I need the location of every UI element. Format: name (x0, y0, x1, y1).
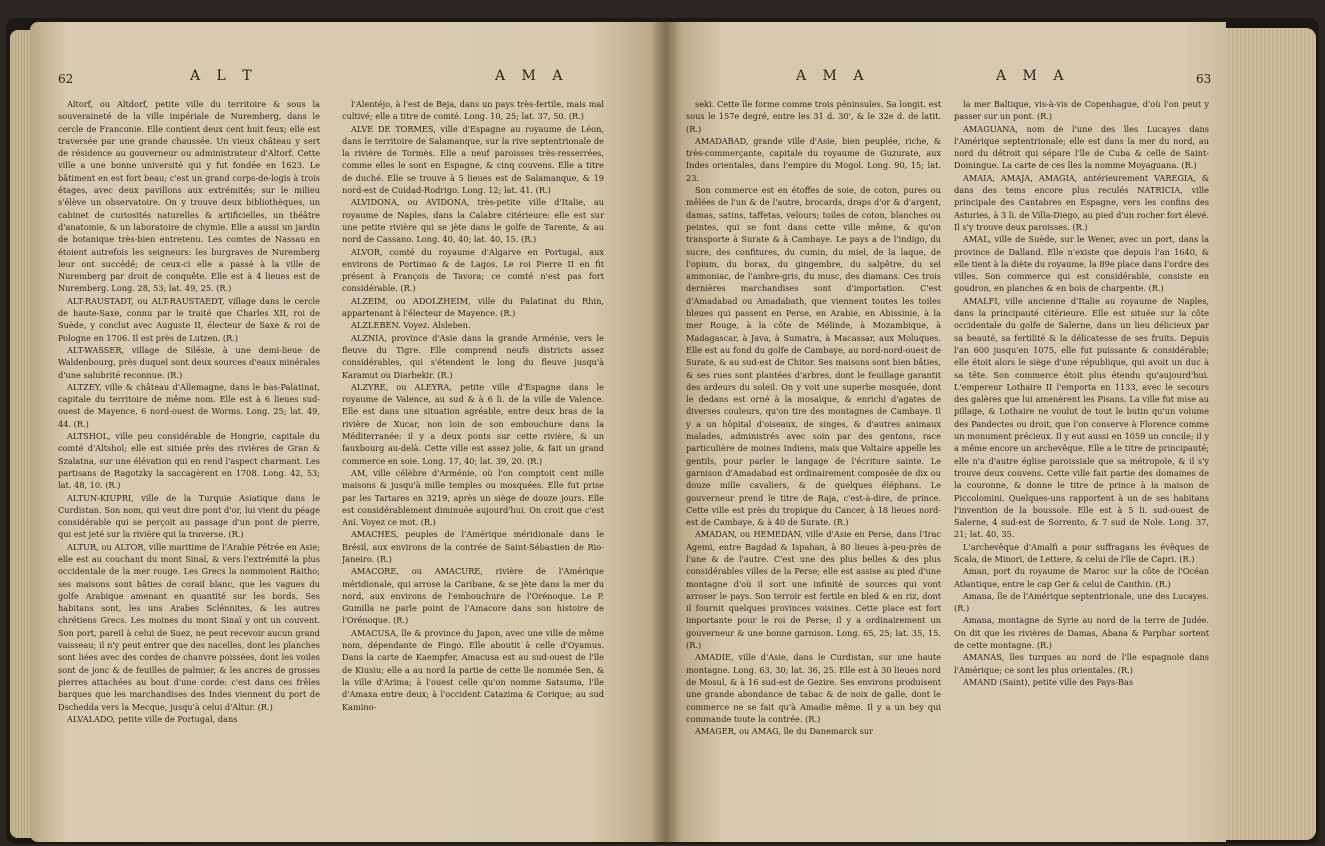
text-entry: AMACORE, ou AMACURE, rivière de l'Amérique méridionale, qui arrose la Caribane, & se jète dans la mer du nord, aux environs de l'embouchure de l'Orénoque. Le P. Gumilla ne parle point de l'Amacore dans son histoire de l'Orénoque. (R.) (342, 566, 604, 626)
text-entry: Amana, montagne de Syrie au nord de la terre de Judée. On dit que les rivières de Damas, Abana & Parphar sortent de cette montagne. (R.) (954, 615, 1209, 651)
text-entry: ALZYRE, ou ALEYRA, petite ville d'Espagne dans le royaume de Valence, au sud & à 6 li. de la ville de Valence. Elle est dans une situation agréable, entre deux bras de la rivière de Xucar, non loin de son embouchure dans la Méditerranée: il y a deux ponts sur cette rivière, & un fauxbourg au-delà. Cette ville est assez jolie, & fait un grand commerce en soie. Long. 17, 40; lat. 39, 20. (R.) (342, 381, 604, 466)
text-entry: AMADIE, ville d'Asie, dans le Curdistan, sur une haute montagne. Long. 63, 30; lat. 36, 25. Elle est à 30 lieues nord de Mosul, & à 16 sud-est de Gezire. Ses environs produisent une grande abondance de tabac & de noix de galle, dont le commerce ne se fait qu'à Amadie même. Il y a un bey qui commande toute la contrée. (R.) (686, 652, 941, 724)
text-entry: AMADABAD, grande ville d'Asie, bien peuplée, riche, & très-commerçante, capitale du royaume de Guzurate, aux Indes orientales, dans l'empire du Mogol. Long. 90, 15; lat. 23. (686, 135, 941, 183)
right-page-edges (1226, 28, 1316, 840)
right-page-number: 63 (1196, 72, 1212, 86)
text-entry: ALVALADO, petite ville de Portugal, dans (67, 713, 238, 724)
text-entry: AMANAS, îles turques au nord de l'île espagnole dans l'Amérique; ce sont les plus orientales. (R.) (954, 652, 1209, 675)
text-entry: ALVE DE TORMES, ville d'Espagne au royaume de Léon, dans le territoire de Salamanque, sur la rive septentrionale de la rivière de Tormès. Elle a neuf paroisses très-resserrées, comme elles le sont en Espagne, & cinq couvens. Elle a titre de duché. Elle se trouve à 5 lieues est de Salamanque, & 19 nord-est de Cuidad-Rodrigo. Long. 12; lat. 41. (R.) (342, 123, 604, 196)
right-page-header-right: A M A (996, 68, 1070, 84)
text-entry: Altorf, ou Altdorf, petite ville du territoire & sous la souveraineté de la ville impériale de Nuremberg, dans le cercle de Franconie. Elle contient deux cent huit feux; elle est traversée par une grande chaussée. Un vieux château y sert de résidence au gouverneur ou administrateur d'Altorf. Cette ville a une bonne université qui y fut fondée en 1623. Le bâtiment en est fort beau; c'est un grand corps-de-logis à trois étages, avec deux pavillons aux extrémités; sur le milieu s'élève un observatoire. On y trouve deux bibliothèques, un cabinet de curiosités naturelles & artificielles, un théâtre d'anatomie, & un laboratoire de chymie. Elle a aussi un jardin de botanique très-bien entretenu. Les comtes de Nassau en étoient autrefois les seigneurs: les burgraves de Nuremberg leur ont succédé; de ceux-ci elle a passé à la ville de Nuremberg par droit de conquête. Elle est à 4 lieues est de Nuremberg. Long. 28, 53; lat. 49, 25. (R.) (58, 99, 320, 294)
text-entry: ALZNIA, province d'Asie dans la grande Arménie, vers le fleuve du Tigre. Elle comprend neufs districts assez considérables, qui s'étendent le long du fleuve jusqu'à Karamut ou Diarbekir. (R.) (342, 332, 604, 380)
text-entry: ALZLEBEN. Voyez. Alsleben. (351, 320, 471, 331)
left-page (30, 22, 666, 842)
text-entry: AMACUSA, île & province du Japon, avec une ville de même nom, dépendante de Fingo. Elle aboutit à celle d'Oyamus. Dans la carte de Kaempfer, Amacusa est au sud-ouest de l'île de Kiusiu; elle a au nord la partie de cette île nommée Sen, & la ville d'Arima; à l'ouest celle qu'on nomme Satsuma, l'île d'Amaxa entre deux; à l'occident Catazima & Corique; au sud Kamino- (342, 627, 604, 712)
left-page-number: 62 (58, 72, 74, 86)
text-entry: AMADAN, ou HEMEDAN, ville d'Asie en Perse, dans l'Irac Agemi, entre Bagdad & Ispahan, à 80 lieues à-peu-près de l'une & de l'autre. C'est une des plus belles & des plus considérables villes de la Perse; elle est assise au pied d'une montagne d'où il sort une infinité de sources qui vont arroser le pays. Son terroir est fertile en bled & en riz, dont il fournit quelques provinces voisines. Cette place est fort importante pour le roi de Perse; il y a ordinairement un gouverneur & une bonne garnison. Long. 65, 25; lat. 35, 15. (R.) (686, 529, 941, 651)
text-entry: ALT-WASSER, village de Silésie, à une demi-lieue de Waldenbourg, près duquel sont deux sources d'eaux minérales d'une salubrité reconnue. (R.) (58, 344, 320, 380)
text-entry: AM, ville célèbre d'Arménie, où l'on comptoit cent mille maisons & jusqu'à mille temples ou mosquées. Elle fut prise par les Tartares en 3219, après un siège de douze jours. Elle est considérablement diminuée aujourd'hui. On croit que c'est Ani. Voyez ce mot. (R.) (342, 467, 604, 528)
text-entry: seki. Cette île forme comme trois péninsules. Sa longit. est sous le 157e degré, entre les 31 d. 30', & le 32e d. de latit. (R.) (686, 99, 941, 134)
text-entry: l'Alentéjo, à l'est de Beja, dans un pays très-fertile, mais mal cultivé; elle a titre de comté. Long. 10, 25; lat. 37, 50. (R.) (342, 99, 604, 122)
left-page-column-2 (342, 98, 604, 748)
text-entry: ALZEIM, ou ADOLZHEIM, ville du Palatinat du Rhin, appartenant à l'électeur de Mayence. (R.) (342, 295, 604, 319)
text-entry: Son commerce est en étoffes de soie, de coton, pures ou mêlées de l'un & de l'autre, brocards, draps d'or & d'argent, damas, satins, taffetas, velours; toiles de coton, blanches ou peintes, qui se font dans cette ville même, & qu'on transporte à Surate & à Cambaye. Le pays a de l'indigo, du sucre, des confitures, du cumin, du miel, de la laque, de l'opium, du borax, du gingembre, du salpêtre, du sel ammoniac, de l'ambre-gris, du musc, des diamans. Ces trois dernières marchandises sont d'importation. C'est d'Amadabad ou Amadabath, que viennent toutes les toiles bleues qui passent en Perse, en Arabie, en Abissinie, à la mer Rouge, à la côte de Mélinde, à Mozambique, à Madagascar, à Java, à Sumatra, à Macassar, aux Moluques. Elle est au fond du golfe de Cambaye, au nord-nord-ouest de Surate, & au sud-est de Chitor. Ses maisons sont bien bâties, & ses rues sont plantées d'arbres, dont le feuillage garantit des ardeurs du soleil. On y voit une superbe mosquée, dont le dedans est orné à la mosaïque, & enrichi d'agates de diverses couleurs, qu'on tire des montagnes de Cambaye. Il y a un hôpital d'oiseaux, de singes, & d'autres animaux malades, administrés avec soin par des gentons, race particulière de moines Indiens, mais que Voltaire appelle les gentils, pour parler le langage de l'écriture sainte. Le garnison d'Amadabad est ordinairement composée de dix ou douze mille cavaliers, & de quelques éléphans. Le gouverneur prend le titre de Raja, c'est-à-dire, de prince. Cette ville est près du tropique du Cancer, à 18 lieues nord-est de Cambaye, & à 40 de Surate. (R.) (686, 185, 941, 528)
book-gutter (650, 22, 682, 842)
text-entry: AMAL, ville de Suède, sur le Wener, avec un port, dans la province de Dalland. Elle n'existe que depuis l'an 1640, & elle tient à la diète du royaume, la 89e place dans l'ordre des villes. Son commerce qui est considérable, consiste en goudron, en planches & en bois de charpente. (R.) (954, 234, 1209, 294)
left-page-header-left: A L T (190, 68, 258, 84)
text-entry: ALVOR, comté du royaume d'Algarve en Portugal, aux environs de Portimao & de Lagos. Le roi Pierre II en fit présent à François de Tavora; ce comté n'est pas fort considérable. (R.) (342, 246, 604, 294)
text-entry: L'archevêque d'Amalfi a pour suffragans les évêques de Scala, de Minori, de Lettere, & celui de l'île de Capri. (R.) (954, 541, 1209, 564)
right-page-column-2 (954, 98, 1209, 748)
text-entry: ALTSHOL, ville peu considérable de Hongrie, capitale du comté d'Altshol; elle est située près des rivières de Gran & Szalatna, sur une élévation qui en rend l'aspect charmant. Les partisans de Ragotzky la saccagèrent en 1708. Long. 42, 53; lat. 48, 10. (R.) (58, 431, 320, 491)
left-page-header-right: A M A (495, 68, 569, 84)
text-entry: AMACHES, peuples de l'Amérique méridionale dans le Brésil, aux environs de la contrée de Saint-Sébastien de Rio-Janeiro. (R.) (342, 529, 604, 564)
text-entry: la mer Baltique, vis-à-vis de Copenhague, d'où l'on peut y passer sur un pont. (R.) (954, 99, 1209, 122)
text-entry: ALVIDONA, ou AVIDONA, très-petite ville d'Italie, au royaume de Naples, dans la Calabre citérieure: elle est sur une petite rivière qui se jète dans le golfe de Tarente, & au nord de Cassano. Long. 40, 40; lat. 40, 15. (R.) (342, 197, 604, 245)
text-entry: AMAGER, ou AMAG, île du Danemarck sur (695, 726, 874, 737)
text-entry: AMAND (Saint), petite ville des Pays-Bas (963, 676, 1134, 687)
right-page (666, 22, 1226, 842)
text-entry: Aman, port du royaume de Maroc sur la côte de l'Océan Atlantique, entre le cap Ger & celui de Canthin. (R.) (954, 566, 1209, 589)
text-entry: AMAGUANA, nom de l'une des îles Lucayes dans l'Amérique septentrionale; elle est dans la mer du nord, au nord du détroit qui sépare l'île de Cuba & celle de Saint-Domingue. La carte de ces îles la nomme Moyaguana. (R.) (954, 123, 1209, 171)
text-entry: ALTZEY, ville & château d'Allemagne, dans le bas-Palatinat, capitale du territoire de même nom. Elle est à 6 lieues sud-ouest de Mayence, 6 nord-ouest de Worms. Long. 25; lat. 49, 44. (R.) (58, 381, 320, 429)
text-entry: ALTUN-KIUPRI, ville de la Turquie Asiatique dans le Curdistan. Son nom, qui veut dire pont d'or, lui vient du péage considérable qui se perçoit au passage d'un pont de pierre, qui est jeté sur la rivière qui la traverse. (R.) (58, 492, 320, 540)
text-entry: AMALFI, ville ancienne d'Italie au royaume de Naples, dans la principauté citérieure. Elle est située sur la côte occidentale du golfe de Salerne, dans un lieu délicieux par sa beauté, sa fertilité & la délicatesse de ses fruits. Depuis l'an 600 jusqu'en 1075, elle fut puissante & considérable; elle étoit alors le siège d'une république, qui avoit un duc à sa tête. Son commerce étoit plus étendu qu'aujourd'hui. L'empereur Lothaire II l'emporta en 1133, avec le secours des galères que lui amenèrent les Pisans. La ville fut mise au pillage, & Lothaire ne voulut de tout le butin qu'un volume des Pandectes ou droit, que l'on conserve à Florence comme un monument précieux. Il y eut aussi en 1059 un concile; il y a même encore un archevêque. Elle a le titre de principauté; elle n'a d'autre église paroissiale que sa métropole, & il s'y trouve deux couvens. Cette ville fait partie des domaines de la couronne, & donne le titre de prince à la maison de Piccolomini. Quelques-uns rapportent à un de ses habitans l'invention de la boussole. Elle est à 5 li. sud-ouest de Salerne, 4 sud-est de Sorrento, & 7 sud de Nole. Long. 37, 21; lat. 40, 35. (954, 295, 1209, 540)
right-page-header-left: A M A (796, 68, 870, 84)
right-page-column-1 (686, 98, 941, 748)
text-entry: ALT-RAUSTADT, ou ALT-RAUSTAEDT, village dans le cercle de haute-Saxe, connu par le traité que Charles XII, roi de Suède, y conclut avec Auguste II, électeur de Saxe & roi de Pologne en 1706. Il est près de Lutzen. (R.) (58, 295, 320, 343)
text-entry: ALTUR, ou ALTOR, ville maritime de l'Arabie Pétrée en Asie; elle est au couchant du mont Sinaï, & vers l'extrémité la plus occidentale de la mer rouge. Les Grecs la nommoient Raitho; ses maisons sont bâties de corail blanc, que les vagues du golfe Arabique amenant en quantité sur les bords. Ses habitans sont, les uns Arabes Sclénnites, & les autres chrétiens Grecs. Les moines du mont Sinaï y ont un couvent. Son port, pareil à celui de Suez, ne peut recevoir aucun grand vaisseau; il n'y peut entrer que des nacelles, dont les planches sont liées avec des cordes de chanvre poissées, dont les voiles sont de jonc & de feuilles de palmier, & les ancres de grosses pierres attachées au bout d'une corde: c'est dans ces frêles barques que les marchandises des Indes viennent du port de Dschedda vers la Mecque, jusqu'à celui d'Altur. (R.) (58, 541, 320, 712)
text-entry: AMAIA, AMAJA, AMAGIA, antérieurement VAREGIA, & dans des tems encore plus reculés NATRICIA, ville principale des Cantabres en Espagne, vers les confins des Asturies, à 3 li. de Villa-Diego, au pied d'un rocher fort élevé. Il s'y trouve deux paroisses. (R.) (954, 172, 1209, 232)
left-page-edges (10, 30, 32, 838)
text-entry: Amana, île de l'Amérique septentrionale, une des Lucayes. (R.) (954, 590, 1209, 614)
left-page-column-1 (58, 98, 320, 748)
